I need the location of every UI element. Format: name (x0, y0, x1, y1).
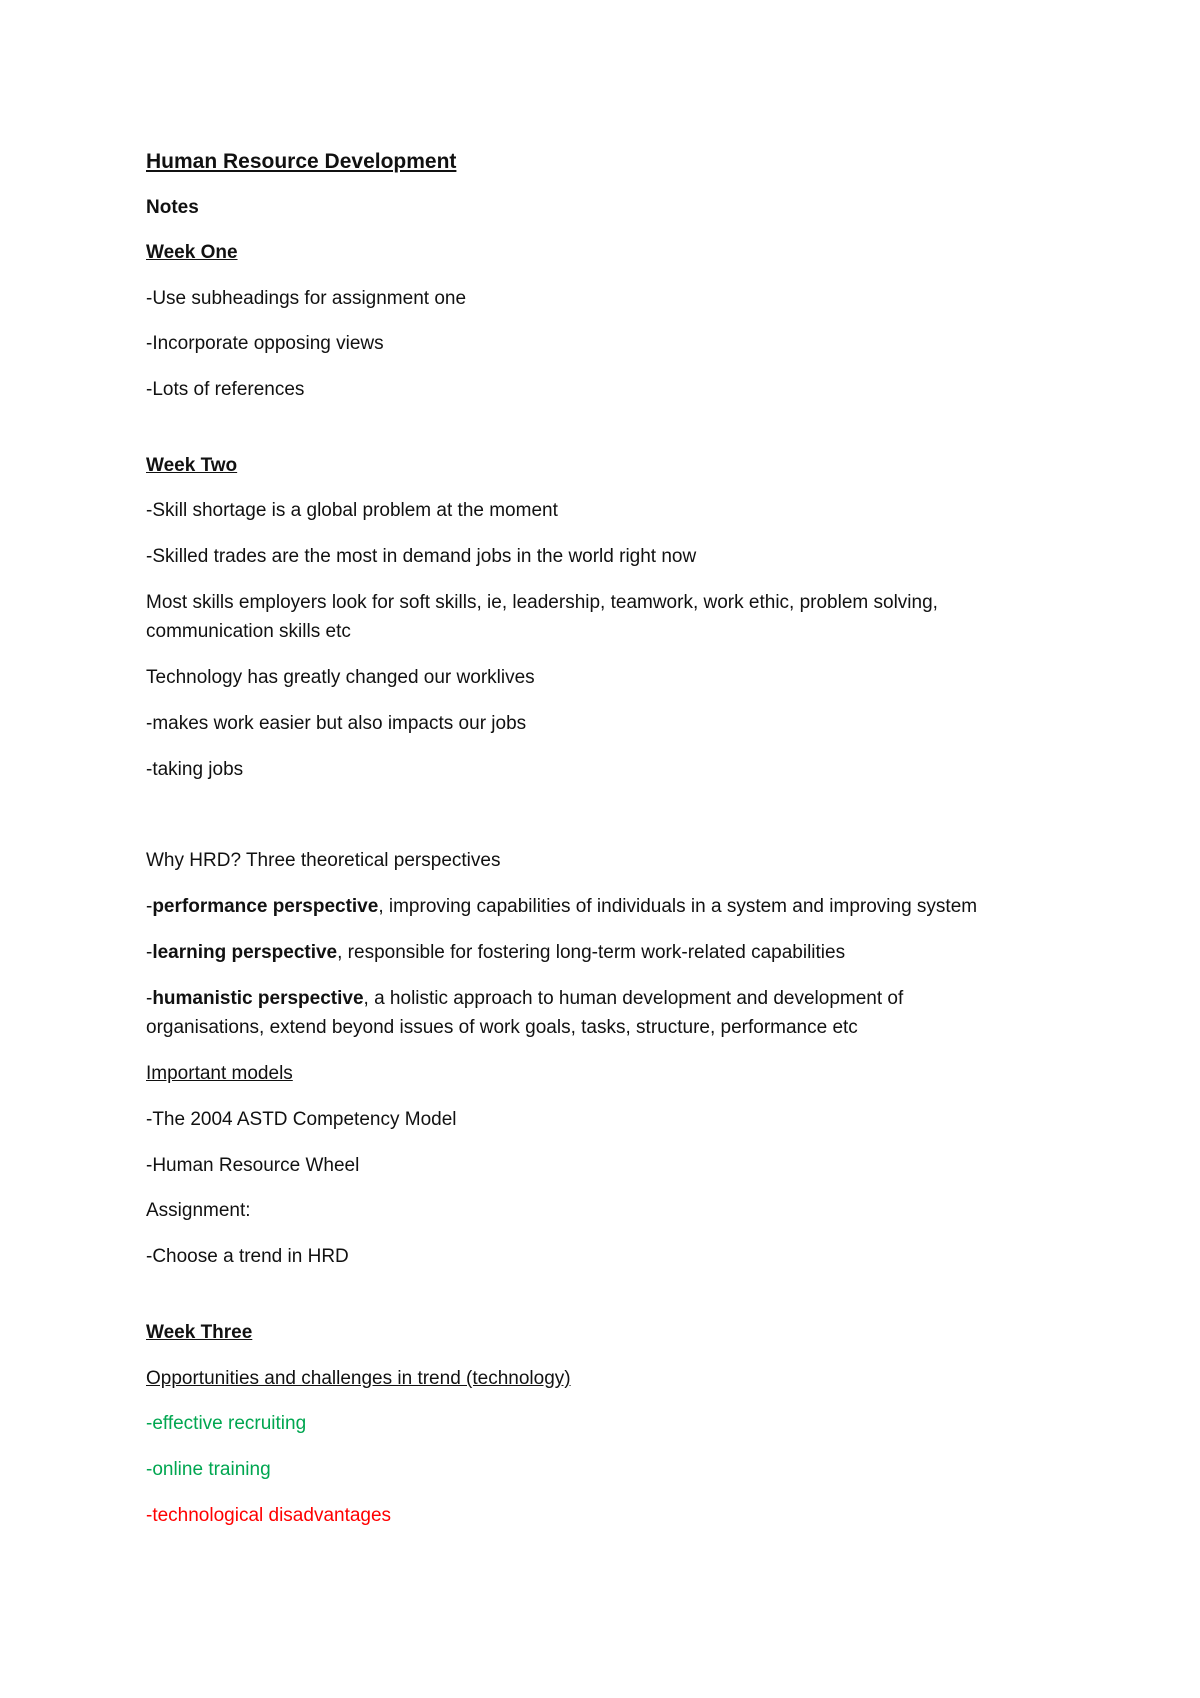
perspective-item (146, 938, 845, 967)
list-item: -Skill shortage is a global problem at the moment (146, 500, 558, 521)
paragraph-line: communication skills etc (146, 621, 351, 642)
list-item: -The 2004 ASTD Competency Model (146, 1109, 457, 1130)
list-item: -taking jobs (146, 759, 244, 780)
list-item: -Choose a trend in HRD (146, 1246, 349, 1267)
week-three-heading: Week Three (146, 1322, 253, 1343)
list-item: -Lots of references (146, 379, 305, 400)
perspective-desc: , improving capabilities of individuals in a system and improving system (378, 896, 978, 917)
perspective-term: performance perspective (152, 896, 379, 917)
perspective-term: humanistic perspective (152, 988, 364, 1009)
paragraph-line: Technology has greatly changed our worklives (146, 667, 535, 688)
opportunity-item: -online training (146, 1459, 271, 1480)
list-item: -Skilled trades are the most in demand jobs in the world right now (146, 546, 697, 567)
opportunity-item: -effective recruiting (146, 1413, 307, 1434)
week-two-heading: Week Two (146, 455, 238, 476)
perspective-term: learning perspective (152, 942, 338, 963)
paragraph-line: Why HRD? Three theoretical perspectives (146, 850, 501, 871)
list-item: -Use subheadings for assignment one (146, 288, 467, 309)
perspective-prefix: - (146, 988, 153, 1009)
models-heading: Important models (146, 1063, 293, 1084)
perspective-prefix: - (146, 942, 153, 963)
notes-label: Notes (146, 197, 199, 218)
document-title: Human Resource Development (146, 150, 457, 173)
list-item: -Human Resource Wheel (146, 1155, 360, 1176)
week-one-heading: Week One (146, 242, 238, 263)
list-item: -Incorporate opposing views (146, 333, 384, 354)
challenge-item: -technological disadvantages (146, 1505, 392, 1526)
list-item: -makes work easier but also impacts our jobs (146, 713, 527, 734)
perspective-desc: , a holistic approach to human development and development of (363, 988, 904, 1009)
perspective-prefix: - (146, 896, 153, 917)
perspective-desc: , responsible for fostering long-term work-related capabilities (337, 942, 846, 963)
paragraph-line: Most skills employers look for soft skills, ie, leadership, teamwork, work ethic, problem solving, (146, 592, 938, 613)
perspective-item (146, 892, 977, 921)
paragraph-line: organisations, extend beyond issues of work goals, tasks, structure, performance etc (146, 1017, 858, 1038)
week-three-subheading: Opportunities and challenges in trend (technology) (146, 1368, 571, 1389)
assignment-label: Assignment: (146, 1200, 251, 1221)
perspective-item (146, 984, 903, 1013)
